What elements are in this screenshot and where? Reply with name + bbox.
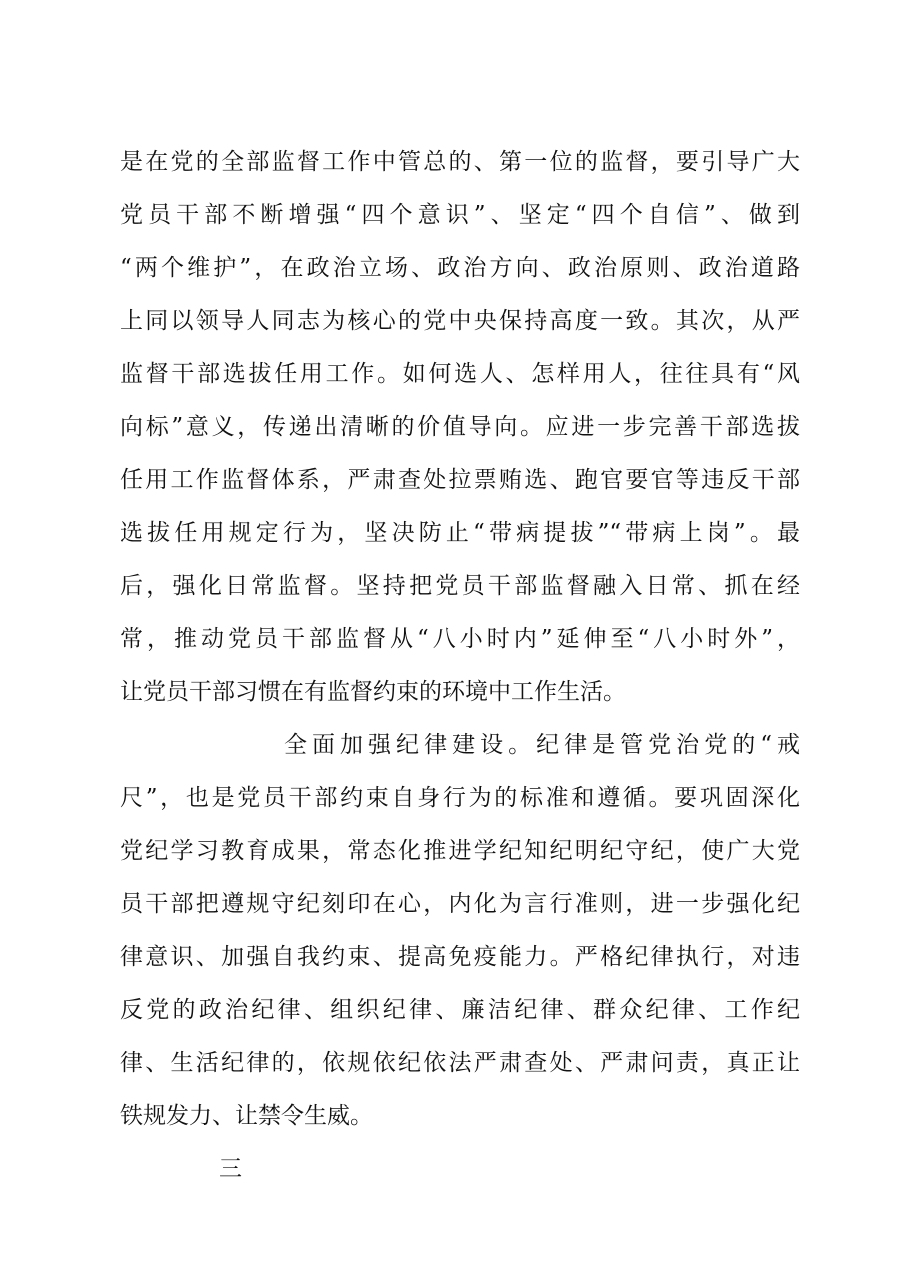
paragraph1-line: 是在党的全部监督工作中管总的、第一位的监督，要引导广大 [120, 149, 800, 175]
paragraph2-line: 铁规发力、让禁令生威。 [120, 1103, 373, 1129]
paragraph1-line: 党员干部不断增强“四个意识”、坚定“四个自信”、做到 [120, 202, 800, 228]
paragraph2-line: 反党的政治纪律、组织纪律、廉洁纪律、群众纪律、工作纪 [120, 997, 800, 1023]
paragraph1-line: 选拔任用规定行为，坚决防止“带病提拔”“带病上岗”。最 [120, 520, 800, 546]
section-number: 三 [219, 1156, 242, 1182]
paragraph2-line: 律意识、加强自我约束、提高免疫能力。严格纪律执行，对违 [120, 944, 800, 970]
paragraph2-line: 尺”，也是党员干部约束自身行为的标准和遵循。要巩固深化 [120, 785, 800, 811]
paragraph2-line: 全面加强纪律建设。纪律是管党治党的“戒 [284, 732, 800, 758]
paragraph1-line: 向标”意义，传递出清晰的价值导向。应进一步完善干部选拔 [120, 414, 800, 440]
paragraph2-line: 律、生活纪律的，依规依纪依法严肃查处、严肃问责，真正让 [120, 1050, 800, 1076]
paragraph1-line: “两个维护”，在政治立场、政治方向、政治原则、政治道路 [120, 255, 800, 281]
paragraph1-line: 监督干部选拔任用工作。如何选人、怎样用人，往往具有“风 [120, 361, 800, 387]
paragraph1-line: 后，强化日常监督。坚持把党员干部监督融入日常、抓在经 [120, 573, 800, 599]
paragraph2-line: 员干部把遵规守纪刻印在心，内化为言行准则，进一步强化纪 [120, 891, 800, 917]
paragraph1-line: 任用工作监督体系，严肃查处拉票贿选、跑官要官等违反干部 [120, 467, 800, 493]
paragraph1-line: 让党员干部习惯在有监督约束的环境中工作生活。 [120, 679, 626, 705]
paragraph1-line: 常，推动党员干部监督从“八小时内”延伸至“八小时外”， [120, 626, 800, 652]
paragraph1-line: 上同以领导人同志为核心的党中央保持高度一致。其次，从严 [120, 308, 800, 334]
paragraph2-line: 党纪学习教育成果，常态化推进学纪知纪明纪守纪，使广大党 [120, 838, 800, 864]
